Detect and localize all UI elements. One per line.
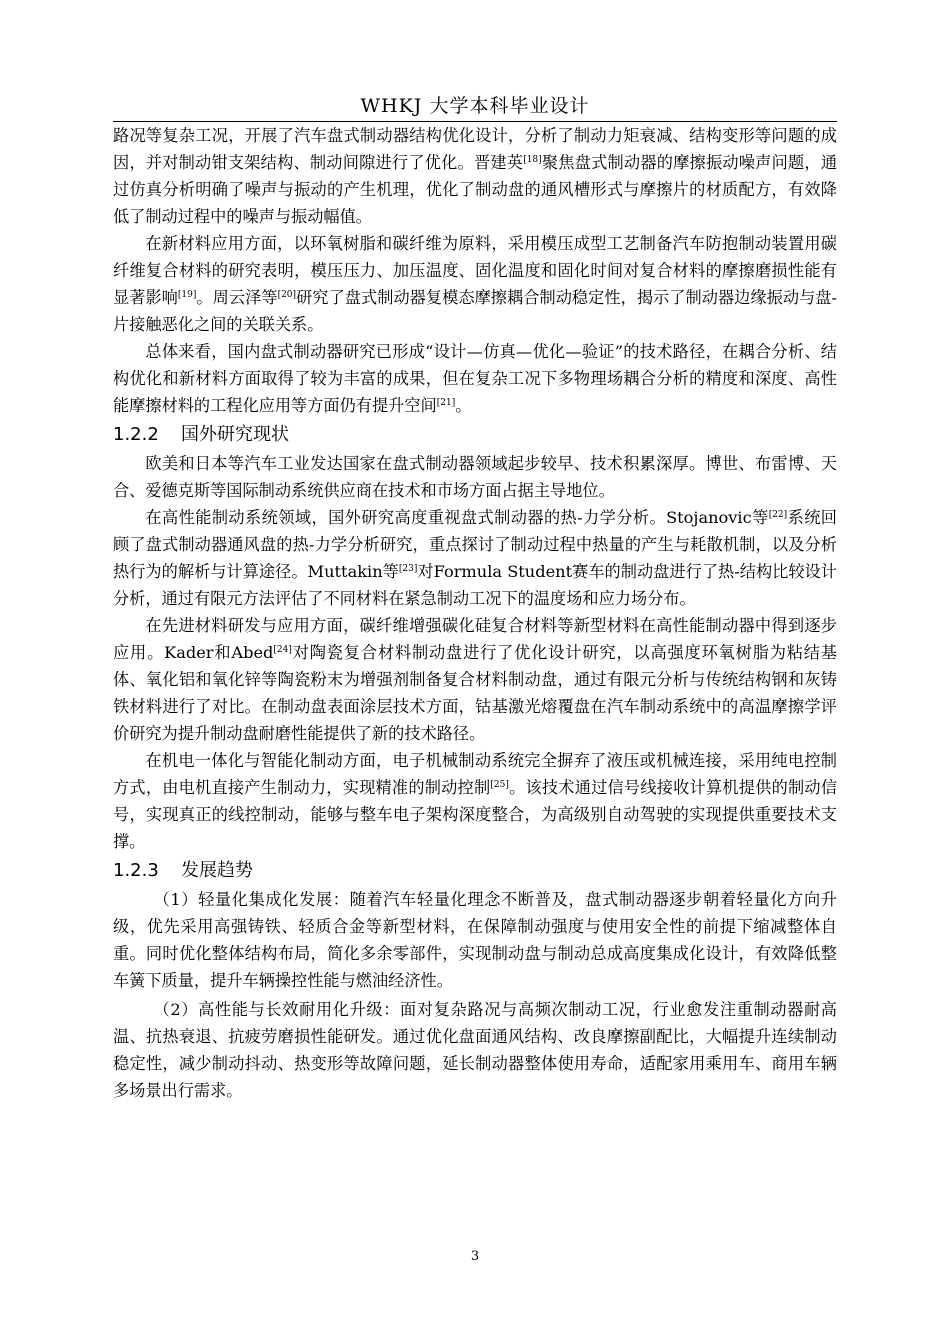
paragraph-text: 在高性能制动系统领域，国外研究高度重视盘式制动器的热-力学分析。Stojanovic等 [145,508,769,527]
section-number: 1.2.2 [113,424,159,445]
body-text [113,122,837,1104]
paragraph-text: 路况等复杂工况，开展了汽车盘式制动器结构优化设计，分析了制动力矩衰减、结构变形等问题的成因，并对制动钳支架结构、制动间隙进行了优化。晋建英 [113,126,837,172]
section-heading-1-2-2 [113,420,837,450]
paragraph-5 [113,504,837,612]
paragraph-text: 欧美和日本等汽车工业发达国家在盘式制动器领域起步较早、技术积累深厚。博世、布雷博、天合、爱德克斯等国际制动系统供应商在技术和市场方面占据主导地位。 [113,454,837,500]
citation-23: [23] [398,564,418,574]
citation-25: [25] [490,780,509,790]
section-title: 发展趋势 [181,860,253,881]
paragraph-1 [113,122,837,230]
paragraph-7 [113,747,837,855]
paragraph-text: 总体来看，国内盘式制动器研究已形成“设计—仿真—优化—验证”的技术路径，在耦合分析、结构优化和新材料方面取得了较为丰富的成果，但在复杂工况下多物理场耦合分析的精度和深度、高性能摩擦材料的工程化应用等方面仍有提升空间 [113,342,837,415]
paragraph-text: （1）轻量化集成化发展：随着汽车轻量化理念不断普及，盘式制动器逐步朝着轻量化方向升级，优先采用高强铸铁、轻质合金等新型材料，在保障制动强度与使用安全性的前提下缩减整体自重。同时优化整体结构布局，简化多余零部件，实现制动盘与制动总成高度集成化设计，有效降低整车簧下质量，提升车辆操控性能与燃油经济性。 [113,890,837,990]
paragraph-text: 聚焦盘式制动器的摩擦振动噪声问题，通过仿真分析明确了噪声与振动的产生机理，优化了制动盘的通风槽形式与摩擦片的材质配方，有效降低了制动过程中的噪声与振动幅值。 [113,153,838,226]
paragraph-4 [113,450,837,504]
paragraph-text: 对Formula Student赛车的制动盘进行了热-结构比较设计分析，通过有限元方法评估了不同材料在紧急制动工况下的温度场和应力场分布。 [113,562,837,608]
page-number: 3 [470,1249,480,1264]
paragraph-text: 在先进材料研发与应用方面，碳纤维增强碳化硅复合材料等新型材料在高性能制动器中得到逐步应用。Kader和Abed [113,616,837,662]
citation-22: [22] [768,510,788,520]
section-number: 1.2.3 [113,860,159,881]
paragraph-text: 。 [455,396,472,415]
citation-21: [21] [436,398,456,408]
citation-19: [19] [177,290,197,300]
paragraph-3 [113,338,837,419]
paragraph-text: 。该技术通过信号线接收计算机提供的制动信号，实现真正的线控制动，能够与整车电子架构深度整合，为高级别自动驾驶的实现提供重要技术支撑。 [113,778,838,851]
paragraph-8 [113,886,837,994]
citation-18: [18] [523,155,542,165]
section-heading-1-2-3 [113,856,837,886]
paragraph-text: （2）高性能与长效耐用化升级：面对复杂路况与高频次制动工况，行业愈发注重制动器耐高温、抗热衰退、抗疲劳磨损性能研发。通过优化盘面通风结构、改良摩擦副配比，大幅提升连续制动稳定性，减少制动抖动、热变形等故障问题，延长制动器整体使用寿命，适配家用乘用车、商用车辆多场景出行需求。 [113,1000,837,1100]
paragraph-text: 在机电一体化与智能化制动方面，电子机械制动系统完全摒弃了液压或机械连接，采用纯电控制方式，由电机直接产生制动力，实现精准的制动控制 [113,751,837,797]
paragraph-text: 研究了盘式制动器复模态摩擦耦合制动稳定性，揭示了制动器边缘振动与盘-片接触恶化之间的关联关系。 [113,288,838,334]
header-title: WHKJ 大学本科毕业设计 [360,95,590,117]
paragraph-2 [113,230,837,338]
paragraph-text: 在新材料应用方面，以环氧树脂和碳纤维为原料，采用模压成型工艺制备汽车防抱制动装置用碳纤维复合材料的研究表明，模压压力、加压温度、固化温度和固化时间对复合材料的摩擦磨损性能有显著影响 [113,234,837,307]
paragraph-text: 系统回顾了盘式制动器通风盘的热-力学分析研究，重点探讨了制动过程中热量的产生与耗散机制，以及分析热行为的解析与计算途径。Muttakin等 [113,508,837,581]
citation-20: [20] [277,290,297,300]
paragraph-6 [113,612,837,747]
paragraph-text: 对陶瓷复合材料制动盘进行了优化设计研究，以高强度环氧树脂为粘结基体、氧化铝和氧化锌等陶瓷粉末为增强剂制备复合材料制动盘，通过有限元分析与传统结构钢和灰铸铁材料进行了对比。在制动盘表面涂层技术方面，钴基激光熔覆盘在汽车制动系统中的高温摩擦学评价研究为提升制动盘耐磨性能提供了新的技术路径。 [113,643,837,743]
paragraph-text: 。周云泽等 [196,288,278,307]
citation-24: [24] [273,645,292,655]
paragraph-9 [113,996,837,1104]
section-title: 国外研究现状 [181,424,289,445]
page-header [0,94,950,118]
